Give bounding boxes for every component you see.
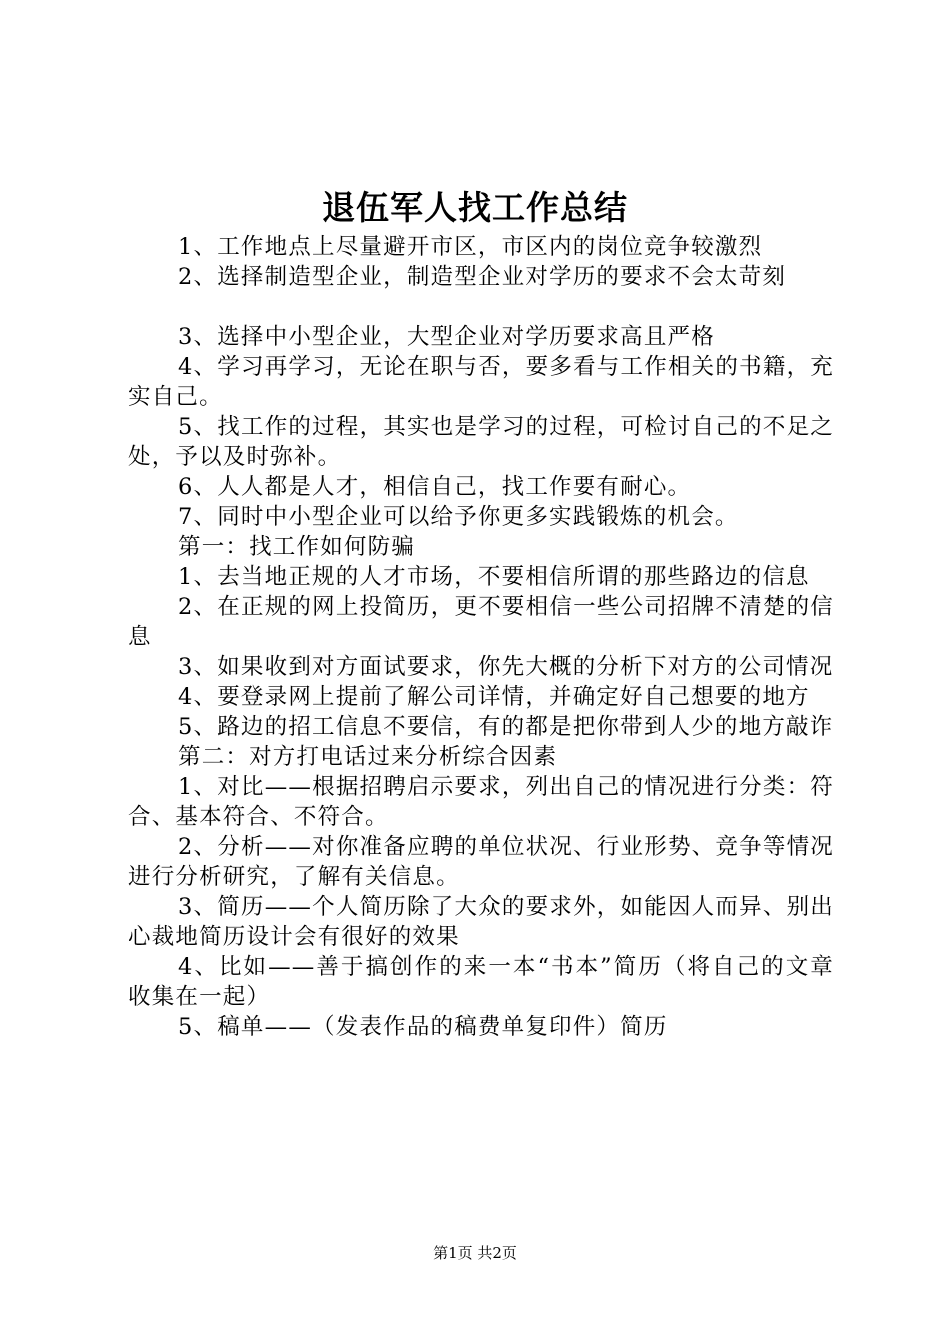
paragraph: 1、工作地点上尽量避开市区，市区内的岗位竞争较激烈 (178, 234, 763, 260)
section-heading: 第二：对方打电话过来分析综合因素 (178, 744, 558, 770)
paragraph: 5、找工作的过程，其实也是学习的过程，可检讨自己的不足之处，予以及时弥补。 (128, 414, 834, 470)
page-footer: 第1页 共2页 (433, 1244, 517, 1262)
paragraph: 4、比如——善于搞创作的来一本“书本”简历（将自己的文章收集在一起） (128, 954, 834, 1010)
section-heading: 第一：找工作如何防骗 (178, 534, 416, 560)
blank-line (128, 292, 834, 322)
paragraph: 3、选择中小型企业，大型企业对学历要求高且严格 (178, 324, 715, 350)
paragraph: 6、人人都是人才，相信自己，找工作要有耐心。 (178, 474, 692, 500)
document-title: 退伍军人找工作总结 (322, 188, 628, 227)
paragraph: 1、去当地正规的人才市场，不要相信所谓的那些路边的信息 (178, 564, 810, 590)
paragraph: 4、要登录网上提前了解公司详情，并确定好自己想要的地方 (178, 684, 810, 710)
paragraph: 7、同时中小型企业可以给予你更多实践锻炼的机会。 (178, 504, 739, 530)
paragraph: 5、稿单——（发表作品的稿费单复印件）简历 (178, 1014, 668, 1040)
document-body (128, 232, 834, 1042)
paragraph: 3、如果收到对方面试要求，你先大概的分析下对方的公司情况 (178, 654, 834, 680)
paragraph: 3、简历——个人简历除了大众的要求外，如能因人而异、别出心裁地简历设计会有很好的效果 (128, 894, 834, 950)
paragraph: 1、对比——根据招聘启示要求，列出自己的情况进行分类：符合、基本符合、不符合。 (128, 774, 834, 830)
paragraph: 2、选择制造型企业，制造型企业对学历的要求不会太苛刻 (178, 264, 787, 290)
paragraph: 2、在正规的网上投简历，更不要相信一些公司招牌不清楚的信息 (128, 594, 834, 650)
paragraph: 2、分析——对你准备应聘的单位状况、行业形势、竞争等情况进行分析研究，了解有关信息。 (128, 834, 834, 890)
paragraph: 5、路边的招工信息不要信，有的都是把你带到人少的地方敲诈 (178, 714, 834, 740)
paragraph: 4、学习再学习，无论在职与否，要多看与工作相关的书籍，充实自己。 (128, 354, 834, 410)
